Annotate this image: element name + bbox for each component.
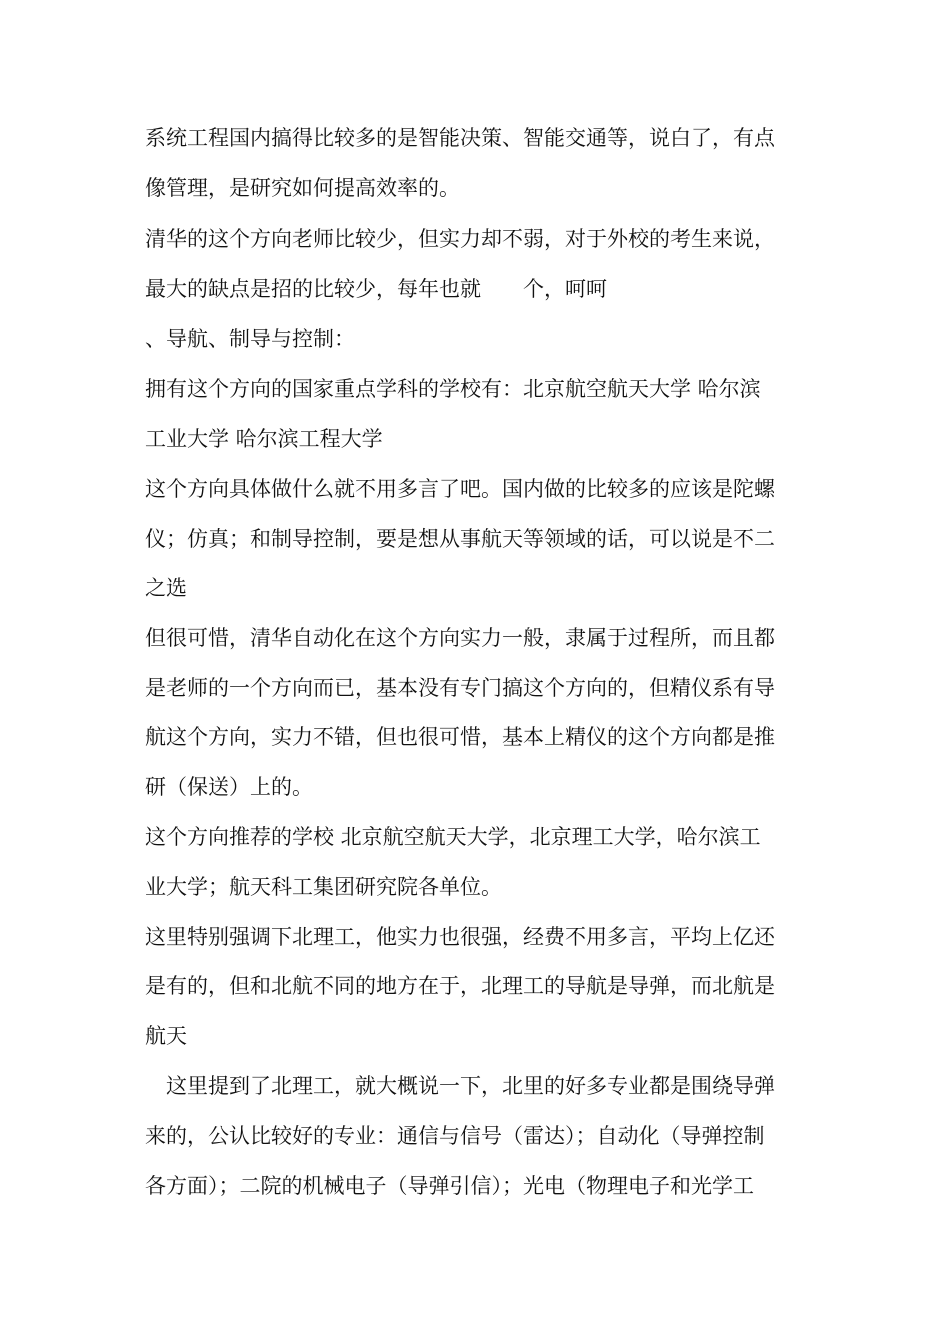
- text-line: 之选: [145, 576, 187, 600]
- text-line: 仪；仿真；和制导控制，要是想从事航天等领域的话，可以说是不二: [145, 527, 775, 551]
- text-line: 清华的这个方向老师比较少，但实力却不弱，对于外校的考生来说，: [145, 227, 775, 251]
- text-line: 这个方向具体做什么就不用多言了吧。国内做的比较多的应该是陀螺: [145, 477, 775, 501]
- text-line: 来的，公认比较好的专业：通信与信号（雷达）；自动化（导弹控制: [145, 1124, 765, 1148]
- text-line: 这里提到了北理工，就大概说一下，北里的好多专业都是围绕导弹: [145, 1074, 775, 1098]
- text-line: 但很可惜，清华自动化在这个方向实力一般，隶属于过程所，而且都: [145, 626, 775, 650]
- text-line: 航天: [145, 1024, 187, 1048]
- text-line: 业大学；航天科工集团研究院各单位。: [145, 875, 502, 899]
- text-line: 最大的缺点是招的比较少，每年也就 个，呵呵: [145, 277, 607, 301]
- text-line: 拥有这个方向的国家重点学科的学校有：北京航空航天大学 哈尔滨: [145, 377, 761, 401]
- text-line: 是老师的一个方向而已，基本没有专门搞这个方向的，但精仪系有导: [145, 676, 775, 700]
- text-line: 工业大学 哈尔滨工程大学: [145, 427, 383, 451]
- text-line: 这里特别强调下北理工，他实力也很强，经费不用多言，平均上亿还: [145, 925, 775, 949]
- text-line: 各方面）；二院的机械电子（导弹引信）；光电（物理电子和光学工: [145, 1174, 754, 1198]
- text-line: 像管理，是研究如何提高效率的。: [145, 176, 460, 200]
- section-heading: 、导航、制导与控制：: [145, 327, 355, 351]
- text-line: 是有的，但和北航不同的地方在于，北理工的导航是导弹，而北航是: [145, 974, 775, 998]
- text-line: 这个方向推荐的学校 北京航空航天大学，北京理工大学，哈尔滨工: [145, 825, 761, 849]
- text-line: 航这个方向，实力不错，但也很可惜，基本上精仪的这个方向都是推: [145, 725, 775, 749]
- text-line: 研（保送）上的。: [145, 775, 313, 799]
- text-line: 系统工程国内搞得比较多的是智能决策、智能交通等，说白了，有点: [145, 126, 775, 150]
